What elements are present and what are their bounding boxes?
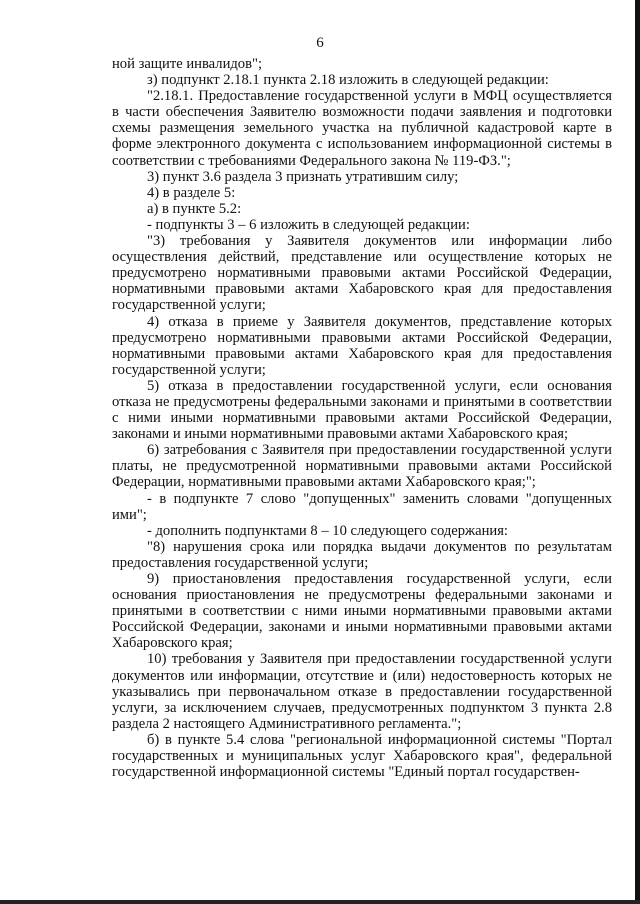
paragraph: - дополнить подпунктами 8 – 10 следующего содержания: [147, 522, 508, 539]
paragraph: - в подпункте 7 слово "допущенных" заменить словами "допущенных ими"; [112, 490, 612, 523]
paragraph: ной защите инвалидов"; [112, 56, 262, 72]
paragraph: "2.18.1. Предоставление государственной услуги в МФЦ осуществляется в части обеспечения Заявителю возможности подачи заявления и подготовки схемы размещения земельного участка на публичной кадастровой карте в форме электронного документа с использованием информационной системы в соответствии с требованиями Федерального закона № 119-ФЗ."; [112, 88, 612, 169]
paragraph: - подпункты 3 – 6 изложить в следующей редакции: [147, 216, 470, 233]
page-number: 6 [316, 35, 324, 51]
scan-edge-right [635, 0, 640, 904]
paragraph: а) в пункте 5.2: [147, 200, 242, 217]
paragraph: 9) приостановления предоставления государственной услуги, если основания приостановления не предусмотрены федеральными законами и принятыми в соответствии с ними иными нормативными правовыми актами Российской Федерации, законами и иными нормативными правовыми актами Хабаровского края; [112, 571, 612, 652]
paragraph: 5) отказа в предоставлении государственной услуги, если основания отказа не предусмотрены федеральными законами и принятыми в соответствии с ними иными нормативными правовыми актами Российской Федерации, законами и иными нормативными правовыми актами Хабаровского края; [112, 377, 612, 443]
paragraph: з) подпункт 2.18.1 пункта 2.18 изложить в следующей редакции: [147, 72, 549, 89]
paragraph: 4) в разделе 5: [147, 184, 236, 201]
scan-edge-bottom [0, 900, 640, 904]
paragraph: "8) нарушения срока или порядка выдачи документов по результатам предоставления государственной услуги; [112, 538, 612, 571]
paragraph: 4) отказа в приеме у Заявителя документов, представление которых предусмотрено нормативными правовыми актами Российской Федерации, нормативными правовыми актами Хабаровского края для предоставления государственной услуги; [112, 313, 612, 378]
paragraph: "3) требования у Заявителя документов или информации либо осуществления действий, представление или осуществление которых не предусмотрено нормативными правовыми актами Российской Федерации, нормативными правовыми актами Хабаровского края для предоставления государственной услуги; [112, 233, 612, 314]
document-body [112, 56, 612, 780]
paragraph: б) в пункте 5.4 слова "региональной информационной системы "Портал государственных и муниципальных услуг Хабаровского края", федеральной государственной информационной системы "Единый портал государствен- [112, 731, 612, 781]
paragraph: 6) затребования с Заявителя при предоставлении государственной услуги платы, не предусмотренной нормативными правовыми актами Российской Федерации, нормативными правовыми актами Хабаровского края;"; [112, 442, 612, 491]
paragraph: 3) пункт 3.6 раздела 3 признать утратившим силу; [147, 168, 459, 185]
paragraph: 10) требования у Заявителя при предоставлении государственной услуги документов или информации, отсутствие и (или) недостоверность которых не указывались при первоначальном отказе в предоставлении государственной услуги, за исключением случаев, предусмотренных подпунктом 3 пункта 2.8 раздела 2 настоящего Административного регламента."; [112, 651, 612, 732]
